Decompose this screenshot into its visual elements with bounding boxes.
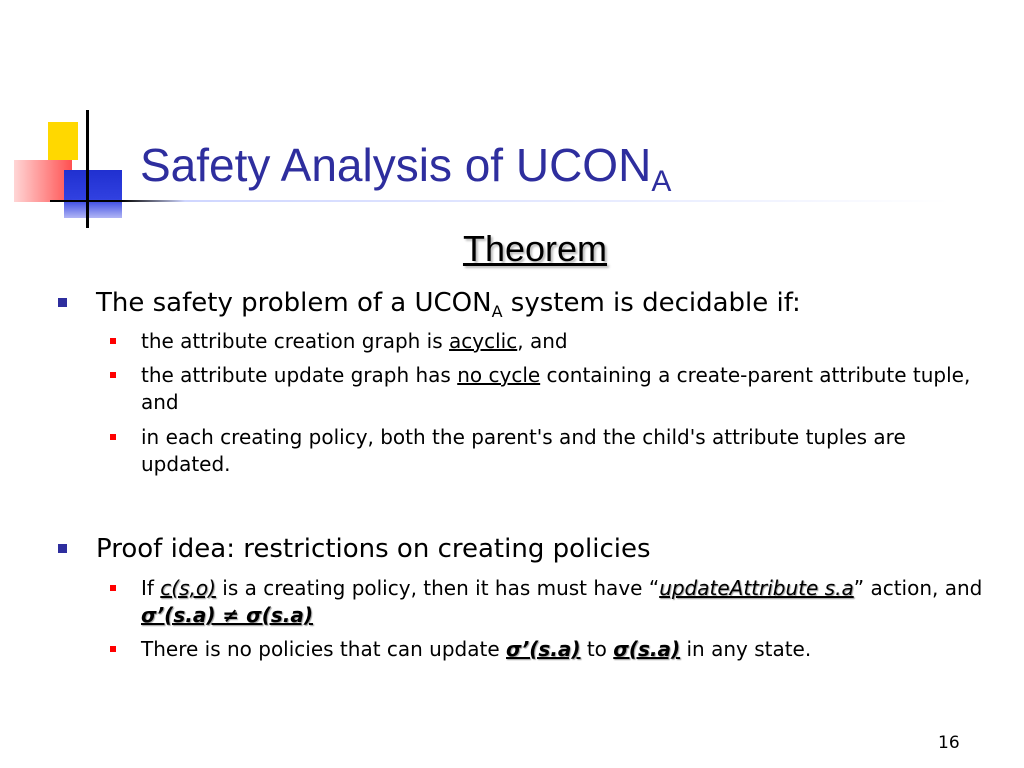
decor-vertical-line — [86, 110, 89, 228]
expr-update-attribute: updateAttribute s.a — [659, 576, 854, 600]
expr-sigma-prime: σ’(s.a) — [506, 637, 581, 661]
expr-sigma: σ(s.a) — [613, 637, 681, 661]
slide-title: Safety Analysis of $UCON_A$ — [140, 139, 672, 198]
bullet-square-icon — [110, 434, 116, 440]
term-acyclic: acyclic — [449, 329, 518, 353]
page-number: 16 — [938, 733, 960, 753]
sub-bullet-no-cycle: the attribute update graph has no cycle containing a create-parent attribute tuple, and — [110, 362, 1000, 416]
title-underline-rule — [50, 200, 950, 202]
bullet-square-icon — [58, 544, 67, 553]
sub-bullet-creating-policy: in each creating policy, both the parent's and the child's attribute tuples are updated. — [110, 424, 1000, 478]
sub-bullet-acyclic: the attribute creation graph is acyclic, and — [110, 328, 1000, 355]
bullet-square-icon — [58, 298, 67, 307]
decor-blue-square — [64, 170, 122, 218]
sub-bullet-if-creating: If c(s,o) is a creating policy, then it has must have “updateAttribute s.a” action, and σ’(s.a) ≠ σ(s.a) — [110, 575, 1000, 629]
bullet-proof-idea: Proof idea: restrictions on creating policies — [58, 532, 651, 566]
bullet-square-icon — [110, 646, 116, 652]
term-no-cycle: no cycle — [457, 363, 541, 387]
decor-yellow-square — [48, 122, 78, 160]
bullet-square-icon — [110, 372, 116, 378]
sub-bullet-no-policies: There is no policies that can update σ’(s.a) to σ(s.a) in any state. — [110, 636, 1000, 663]
bullet-square-icon — [110, 338, 116, 344]
bullet-safety-problem: The safety problem of a $UCON_A$ system is decidable if: — [58, 286, 801, 329]
bullet-square-icon — [110, 585, 116, 591]
expr-sigma-inequality: σ’(s.a) ≠ σ(s.a) — [141, 603, 313, 627]
expr-c-s-o: c(s,o) — [160, 576, 216, 600]
title-subscript: A — [651, 165, 672, 198]
theorem-heading: Theorem — [462, 228, 608, 269]
